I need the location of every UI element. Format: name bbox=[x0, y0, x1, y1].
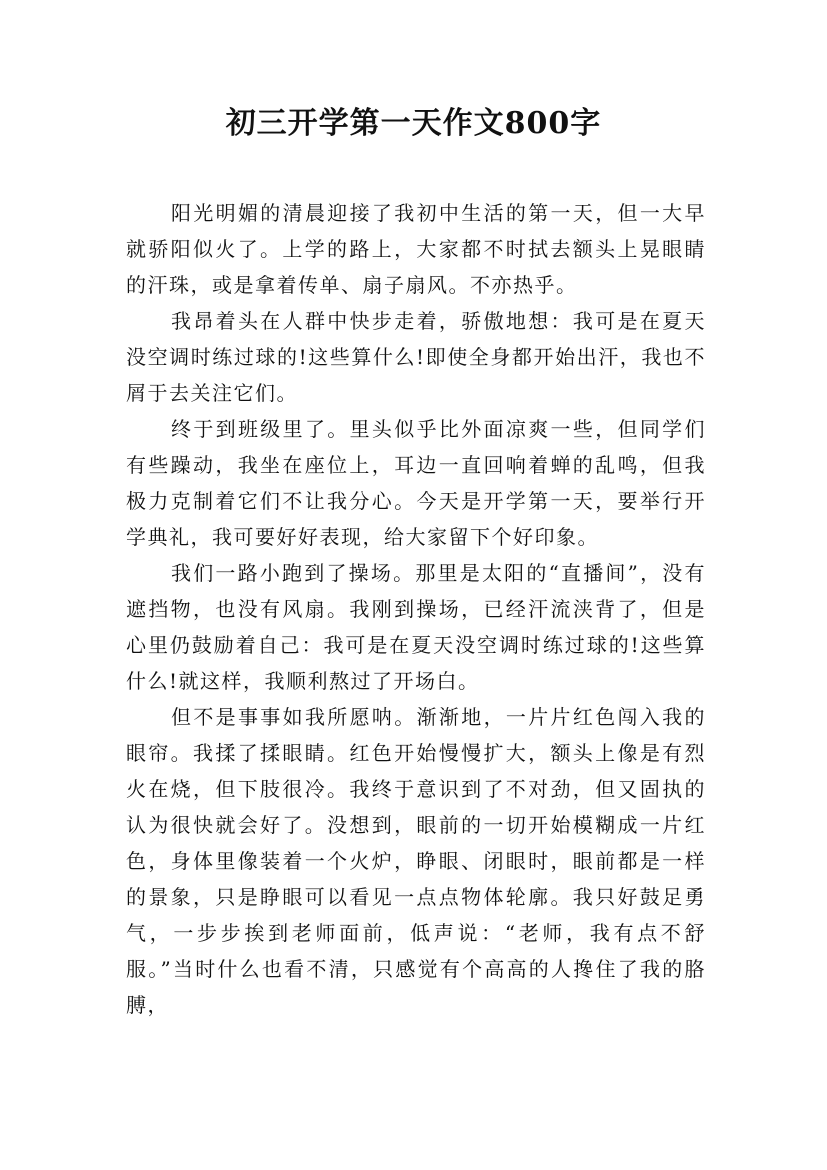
paragraph-4: 我们一路小跑到了操场。那里是太阳的“直播间”，没有遮挡物，也没有风扇。我刚到操场，已经汗流浃背了，但是心里仍鼓励着自己：我可是在夏天没空调时练过球的!这些算什么!就这样，我顺利熬过了开场白。 bbox=[126, 561, 706, 693]
document-body bbox=[126, 195, 706, 1023]
paragraph-3: 终于到班级里了。里头似乎比外面凉爽一些，但同学们有些躁动，我坐在座位上，耳边一直回响着蝉的乱鸣，但我极力克制着它们不让我分心。今天是开学第一天，要举行开学典礼，我可要好好表现，给大家留下个好印象。 bbox=[126, 417, 706, 549]
paragraph-2: 我昂着头在人群中快步走着，骄傲地想：我可是在夏天没空调时练过球的!这些算什么!即使全身都开始出汗，我也不屑于去关注它们。 bbox=[126, 309, 706, 405]
document-title: 初三开学第一天作文800字 bbox=[225, 106, 602, 141]
paragraph-1: 阳光明媚的清晨迎接了我初中生活的第一天，但一大早就骄阳似火了。上学的路上，大家都不时拭去额头上晃眼睛的汗珠，或是拿着传单、扇子扇风。不亦热乎。 bbox=[126, 201, 706, 297]
paragraph-5: 但不是事事如我所愿呐。渐渐地，一片片红色闯入我的眼帘。我揉了揉眼睛。红色开始慢慢扩大，额头上像是有烈火在烧，但下肢很冷。我终于意识到了不对劲，但又固执的认为很快就会好了。没想到，眼前的一切开始模糊成一片红色，身体里像装着一个火炉，睁眼、闭眼时，眼前都是一样的景象，只是睁眼可以看见一点点物体轮廓。我只好鼓足勇气，一步步挨到老师面前，低声说：“老师，我有点不舒服。”当时什么也看不清，只感觉有个高高的人搀住了我的胳膊， bbox=[126, 705, 706, 1017]
